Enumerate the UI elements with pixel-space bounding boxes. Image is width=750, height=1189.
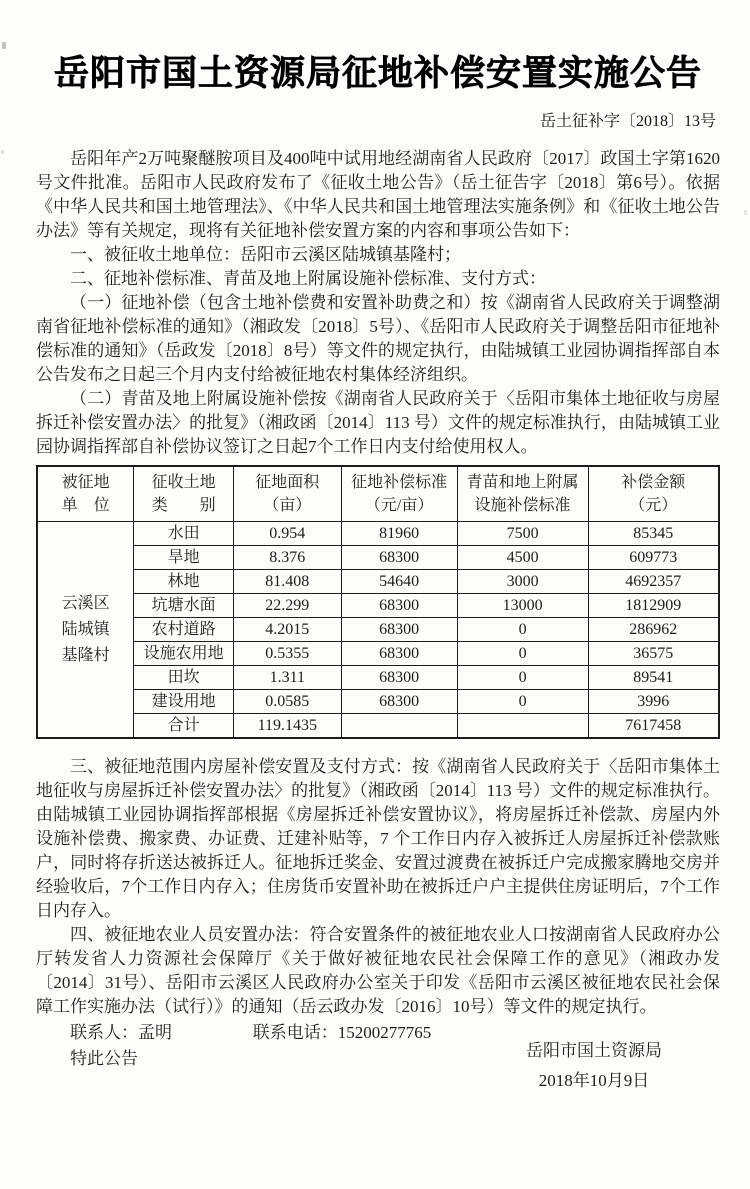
- table-cell: 286962: [588, 618, 719, 642]
- table-cell: 36575: [588, 642, 719, 666]
- table-cell: 8.376: [233, 546, 341, 570]
- table-row: [37, 642, 719, 666]
- expropriated-unit-cell: 云溪区 陆城镇 基隆村: [37, 522, 134, 739]
- table-cell: 0: [457, 666, 588, 690]
- document-number: 岳土征补字〔2018〕13号: [539, 113, 716, 130]
- table-row: [37, 594, 719, 618]
- table-header-cell: 征地补偿标准 （元/亩）: [341, 466, 457, 522]
- body-paragraph: 一、被征收土地单位：岳阳市云溪区陆城镇基隆村；: [70, 245, 461, 264]
- table-cell: [457, 714, 588, 739]
- table-cell: 68300: [341, 642, 457, 666]
- table-cell: 7500: [457, 522, 588, 546]
- issue-date: 2018年10月9日: [538, 1071, 650, 1090]
- table-cell: 合计: [134, 714, 234, 739]
- table-cell: 0.5355: [233, 642, 341, 666]
- table-row: [37, 522, 719, 546]
- table-cell: [341, 714, 457, 739]
- body-paragraph: 四、被征地农业人员安置办法：符合安置条件的被征地农业人口按湖南省人民政府办公厅转发省人力资源社会保障厅《关于做好被征地农民社会保障工作的意见》（湘政办发〔2014〕31号）、岳阳市云溪区人民政府办公室关于印发《岳阳市云溪区被征地农民社会保障工作实施办法（试行）》的通知（岳云政办发〔2016〕10号）等文件的规定执行。: [36, 925, 720, 1016]
- table-header-cell: 补偿金额 （元）: [588, 466, 719, 522]
- body-paragraph: 二、征地补偿标准、青苗及地上附属设施补偿标准、支付方式：: [70, 269, 546, 288]
- table-header-cell: 征收土地 类 别: [134, 466, 234, 522]
- table-cell: 建设用地: [134, 690, 234, 714]
- contact-person: 联系人：孟明: [70, 1023, 172, 1042]
- table-cell: 4.2015: [233, 618, 341, 642]
- table-cell: 0: [457, 690, 588, 714]
- table-row: [37, 714, 719, 739]
- table-row: [37, 546, 719, 570]
- body-paragraphs-top: [36, 147, 720, 459]
- table-cell: 81.408: [233, 570, 341, 594]
- table-cell: 设施农用地: [134, 642, 234, 666]
- table-cell: 水田: [134, 522, 234, 546]
- table-cell: 0.954: [233, 522, 341, 546]
- document-title: 岳阳市国土资源局征地补偿安置实施公告: [53, 54, 702, 93]
- contact-phone: 联系电话：15200277765: [252, 1023, 432, 1042]
- table-cell: 68300: [341, 618, 457, 642]
- table-cell: 119.1435: [233, 714, 341, 739]
- table-cell: 54640: [341, 570, 457, 594]
- body-paragraph: （一）征地补偿（包含土地补偿费和安置补助费之和）按《湖南省人民政府关于调整湖南省征地补偿标准的通知》（湘政发〔2018〕5号）、《岳阳市人民政府关于调整岳阳市征地补偿标准的通知》（岳政发〔2018〕8号）等文件的规定执行，由陆城镇工业园协调指挥部自本公告发布之日起三个月内支付给被征地农村集体经济组织。: [36, 293, 720, 384]
- table-cell: 0: [457, 618, 588, 642]
- body-paragraphs-bottom: [36, 755, 720, 1019]
- table-cell: 林地: [134, 570, 234, 594]
- table-cell: 81960: [341, 522, 457, 546]
- table-cell: 68300: [341, 666, 457, 690]
- signature-block: [526, 1036, 662, 1096]
- table-cell: 农村道路: [134, 618, 234, 642]
- table-cell: 1812909: [588, 594, 719, 618]
- issuer-name: 岳阳市国土资源局: [526, 1041, 662, 1060]
- compensation-table: [36, 465, 720, 739]
- table-row: [37, 666, 719, 690]
- table-row: [37, 690, 719, 714]
- table-cell: 3000: [457, 570, 588, 594]
- table-cell: 旱地: [134, 546, 234, 570]
- table-cell: 7617458: [588, 714, 719, 739]
- table-header-cell: 被征地 单 位: [37, 466, 134, 522]
- closing-statement: 特此公告: [70, 1049, 138, 1068]
- scan-speck: [744, 210, 747, 215]
- table-cell: 1.311: [233, 666, 341, 690]
- table-cell: 85345: [588, 522, 719, 546]
- table-cell: 坑塘水面: [134, 594, 234, 618]
- table-cell: 89541: [588, 666, 719, 690]
- scan-speck: [1, 150, 4, 154]
- table-row: [37, 570, 719, 594]
- table-cell: 3996: [588, 690, 719, 714]
- table-row: [37, 618, 719, 642]
- table-cell: 0.0585: [233, 690, 341, 714]
- table-cell: 4500: [457, 546, 588, 570]
- table-cell: 68300: [341, 690, 457, 714]
- table-cell: 22.299: [233, 594, 341, 618]
- table-header-cell: 青苗和地上附属 设施补偿标准: [457, 466, 588, 522]
- table-cell: 68300: [341, 594, 457, 618]
- table-cell: 0: [457, 642, 588, 666]
- table-header-cell: 征地面积 （亩）: [233, 466, 341, 522]
- table-cell: 4692357: [588, 570, 719, 594]
- table-cell: 田坎: [134, 666, 234, 690]
- body-paragraph: 岳阳年产2万吨聚醚胺项目及400吨中试用地经湖南省人民政府〔2017〕政国土字第1620号文件批准。岳阳市人民政府发布了《征收土地公告》（岳土征告字〔2018〕第6号）。依据《中华人民共和国土地管理法》、《中华人民共和国土地管理法实施条例》和《征收土地公告办法》等有关规定，现将有关征地补偿安置方案的内容和事项公告如下：: [36, 149, 720, 240]
- table-cell: 13000: [457, 594, 588, 618]
- scan-speck: [2, 42, 6, 49]
- table-cell: 68300: [341, 546, 457, 570]
- table-cell: 609773: [588, 546, 719, 570]
- body-paragraph: （二）青苗及地上附属设施补偿按《湖南省人民政府关于〈岳阳市集体土地征收与房屋拆迁补偿安置办法〉的批复》（湘政函〔2014〕113 号）文件的规定标准执行，由陆城镇工业园协调指挥部自补偿协议签订之日起7个工作日内支付给使用权人。: [36, 389, 720, 456]
- body-paragraph: 三、被征地范围内房屋补偿安置及支付方式：按《湖南省人民政府关于〈岳阳市集体土地征收与房屋拆迁补偿安置办法〉的批复》（湘政函〔2014〕113 号）文件的规定标准执行。由陆城镇工业园协调指挥部根据《房屋拆迁补偿安置协议》，将房屋拆迁补偿款、房屋内外设施补偿费、搬家费、办证费、迁建补贴等，7 个工作日内存入被拆迁人房屋拆迁补偿款账户，同时将存折送达被拆迁人。征地拆迁奖金、安置过渡费在被拆迁户完成搬家腾地交房并经验收后，7个工作日内存入；住房货币安置补助在被拆迁户户主提供住房证明后，7个工作日内存入。: [36, 757, 720, 920]
